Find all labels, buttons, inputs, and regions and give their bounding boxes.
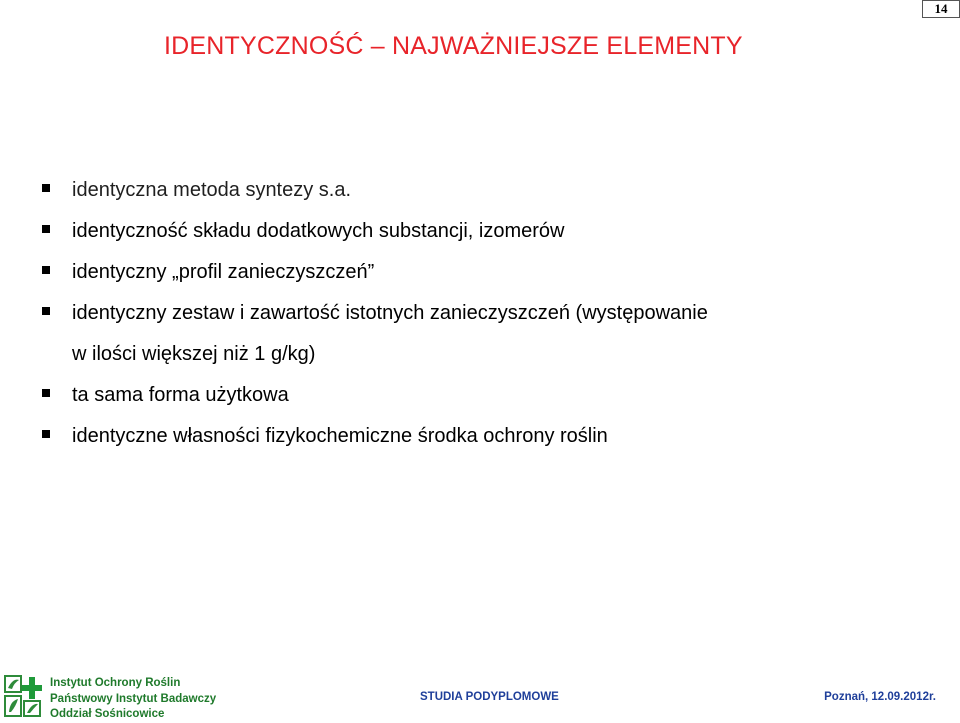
institute-line-1: Instytut Ochrony Roślin — [50, 677, 181, 689]
bullet-item-impurity-profile — [42, 252, 942, 293]
slide-title: IDENTYCZNOŚĆ – NAJWAŻNIEJSZE ELEMENTY — [164, 32, 743, 60]
bullet-list — [42, 170, 942, 457]
bullet-text: identyczna metoda syntezy s.a. — [72, 179, 352, 201]
square-bullet-icon — [42, 225, 50, 233]
bullet-text: identyczne własności fizykochemiczne środka ochrony roślin — [72, 425, 608, 447]
bullet-text: identyczny „profil zanieczyszczeń” — [72, 261, 375, 283]
bullet-item-synthesis — [42, 170, 942, 211]
bullet-text: identyczność składu dodatkowych substancji, izomerów — [72, 220, 565, 242]
square-bullet-icon — [42, 430, 50, 438]
place-date: Poznań, 12.09.2012r. — [824, 691, 936, 703]
slide-number: 14 — [922, 0, 960, 18]
square-bullet-icon — [42, 266, 50, 274]
bullet-item-impurities — [42, 293, 942, 375]
bullet-text: identyczny zestaw i zawartość istotnych zanieczyszczeń (występowanie — [72, 302, 708, 324]
square-bullet-icon — [42, 184, 50, 192]
bullet-text-continuation: w ilości większej niż 1 g/kg) — [72, 343, 316, 365]
bullet-item-formulation — [42, 375, 942, 416]
footer — [0, 672, 960, 722]
institute-line-2: Państwowy Instytut Badawczy — [50, 692, 217, 705]
square-bullet-icon — [42, 307, 50, 315]
square-bullet-icon — [42, 389, 50, 397]
course-name: STUDIA PODYPLOMOWE — [420, 691, 559, 703]
institute-line-3: Oddział Sośnicowice — [50, 708, 165, 720]
bullet-item-composition — [42, 211, 942, 252]
bullet-item-properties — [42, 416, 942, 457]
institute-name — [50, 676, 216, 723]
bullet-text: ta sama forma użytkowa — [72, 384, 289, 406]
plant-protection-institute-logo — [4, 674, 42, 718]
